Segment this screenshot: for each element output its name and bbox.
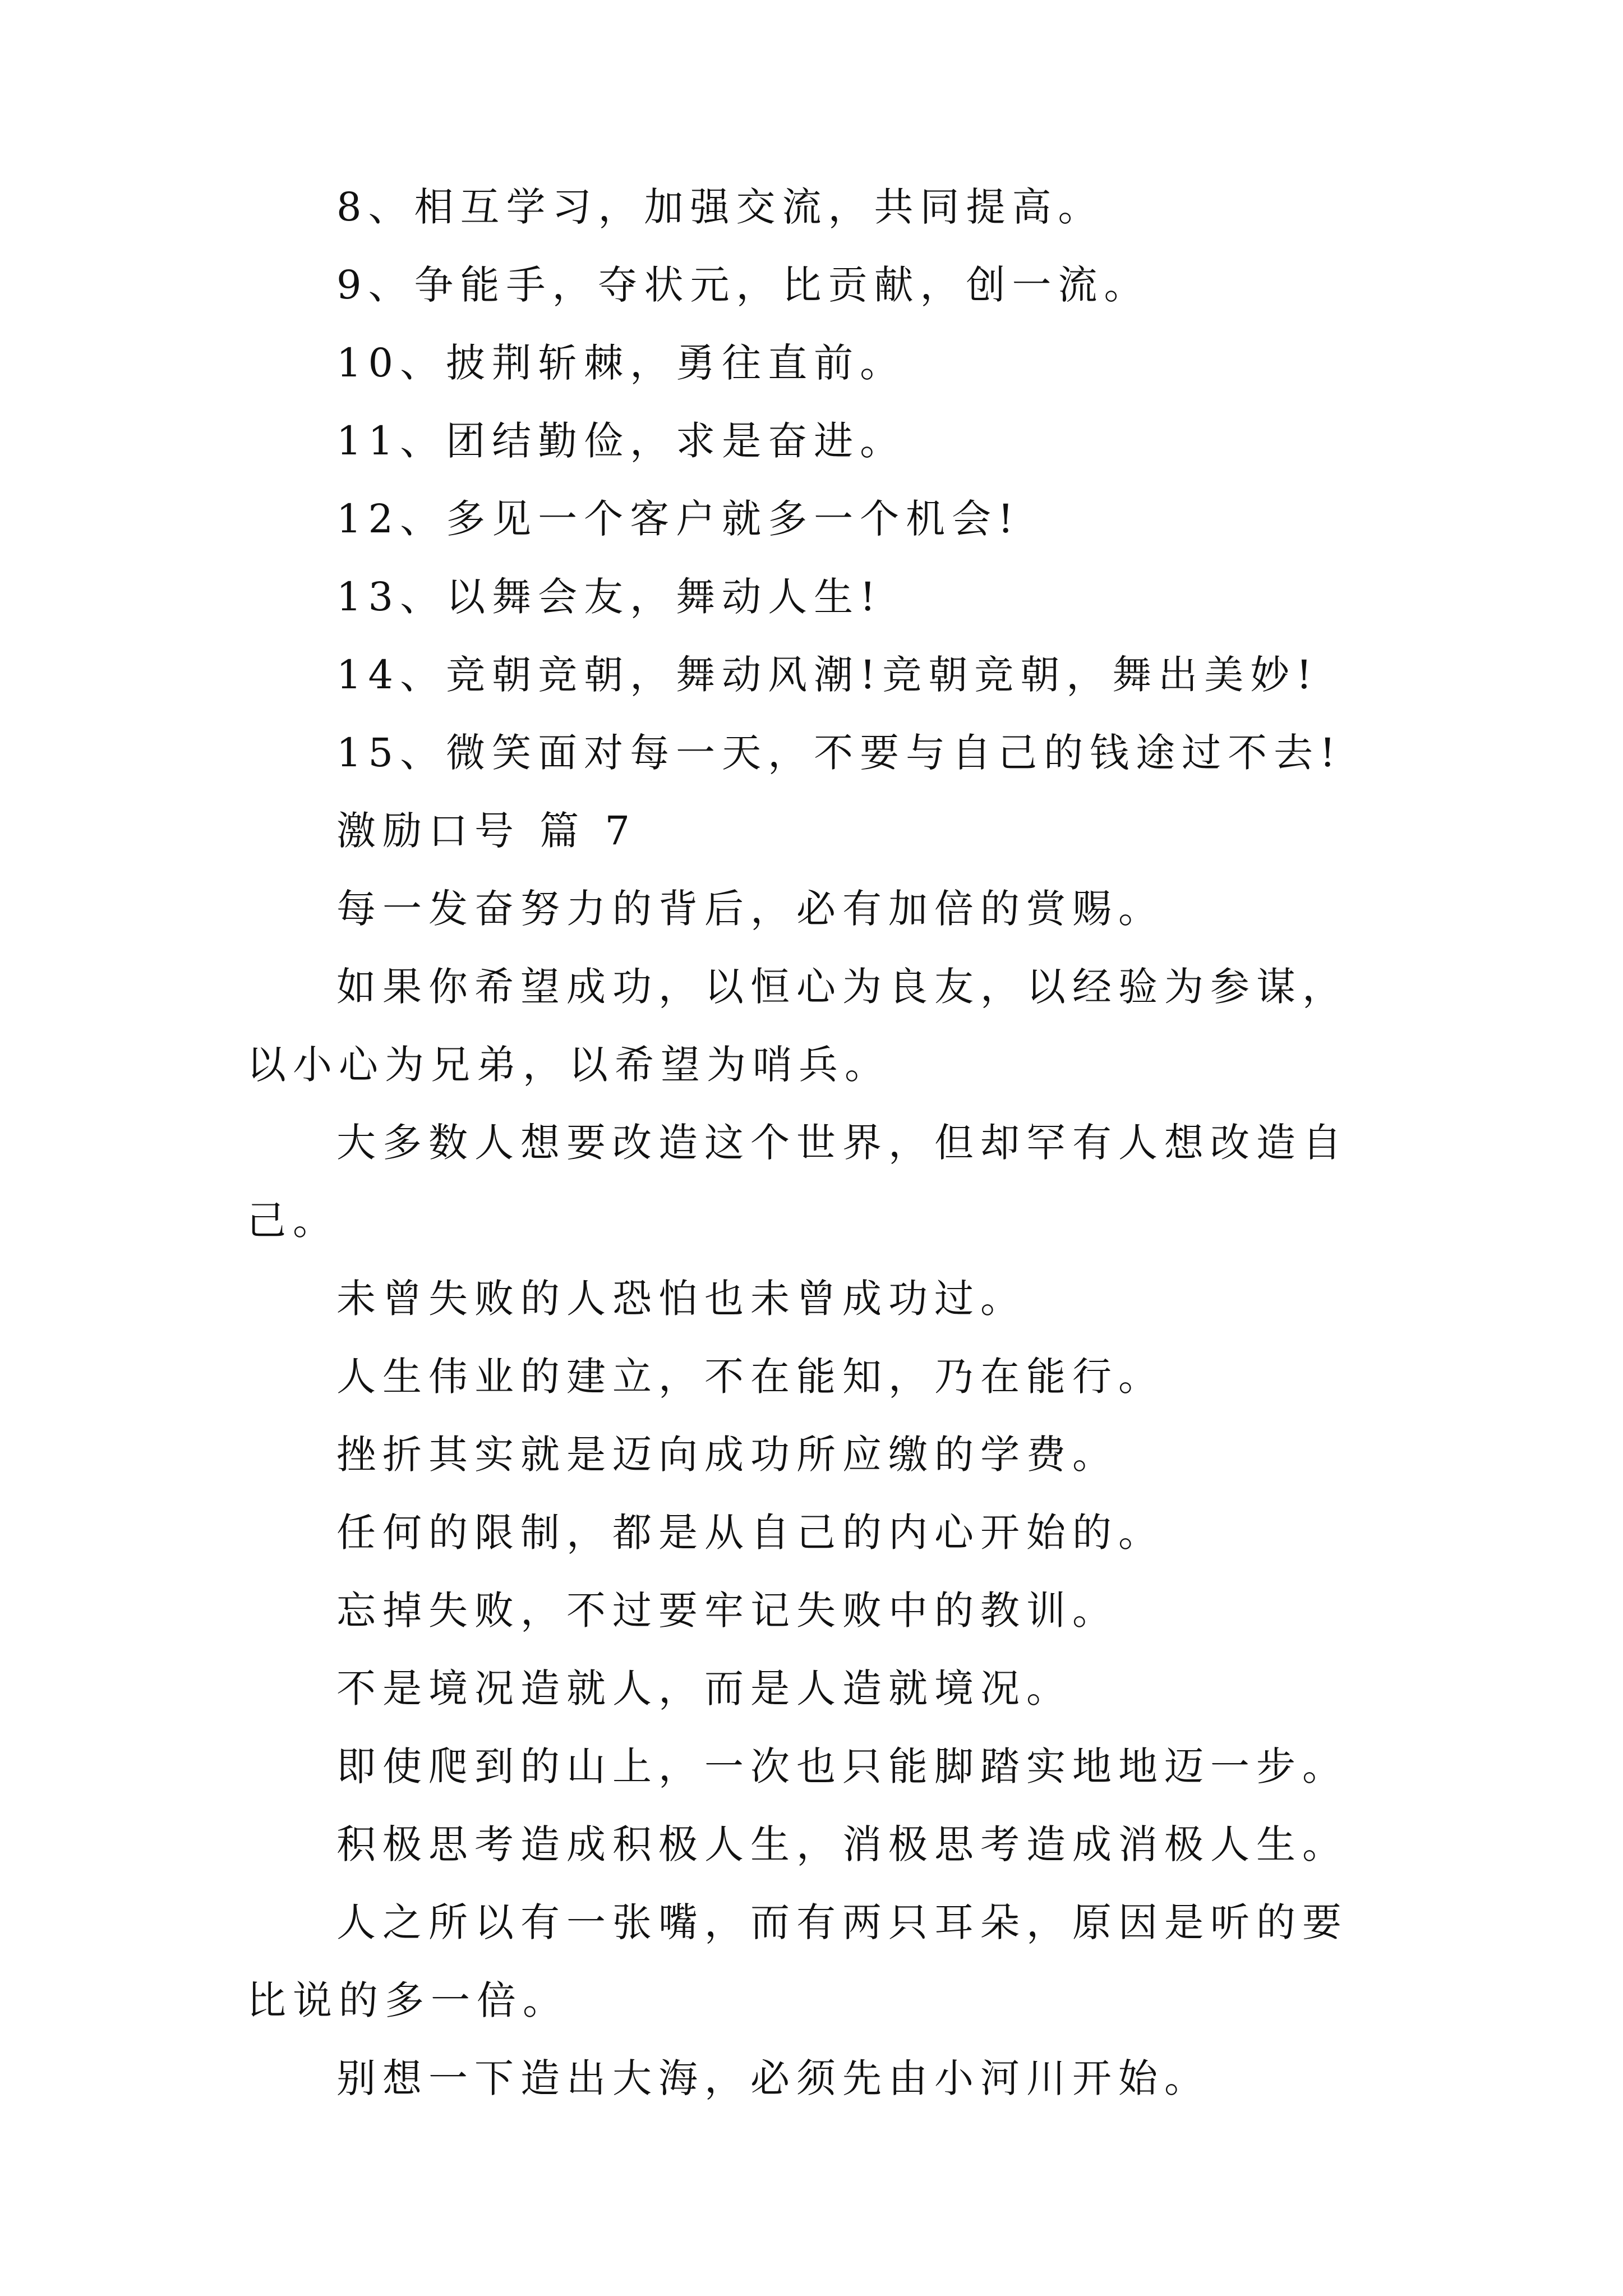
numbered-item: 15、微笑面对每一天，不要与自己的钱途过不去! — [336, 730, 1343, 776]
numbered-item: 14、竞朝竞朝，舞动风潮!竞朝竞朝，舞出美妙! — [336, 652, 1319, 698]
paragraph: 忘掉失败，不过要牢记失败中的教训。 — [336, 1588, 1118, 1634]
numbered-item: 8、相互学习，加强交流，共同提高。 — [336, 184, 1104, 230]
paragraph: 即使爬到的山上，一次也只能脚踏实地地迈一步。 — [336, 1743, 1348, 1789]
paragraph: 挫折其实就是迈向成功所应缴的学费。 — [336, 1432, 1118, 1478]
numbered-item: 10、披荆斩棘，勇往直前。 — [336, 340, 906, 386]
paragraph: 大多数人想要改造这个世界，但却罕有人想改造自己。 — [247, 1120, 1348, 1244]
numbered-item: 11、团结勤俭，求是奋进。 — [336, 418, 906, 464]
paragraph: 任何的限制，都是从自己的内心开始的。 — [336, 1510, 1164, 1556]
section-heading: 激励口号 篇 7 — [336, 808, 637, 854]
numbered-item: 12、多见一个客户就多一个机会! — [336, 496, 1021, 542]
numbered-item: 13、以舞会友，舞动人生! — [336, 574, 883, 620]
paragraph: 未曾失败的人恐怕也未曾成功过。 — [336, 1276, 1026, 1322]
numbered-item: 9、争能手，夺状元，比贡献，创一流。 — [336, 262, 1150, 308]
paragraph: 人生伟业的建立，不在能知，乃在能行。 — [336, 1354, 1164, 1400]
paragraph: 别想一下造出大海，必须先由小河川开始。 — [336, 2055, 1210, 2101]
paragraph: 人之所以有一张嘴，而有两只耳朵，原因是听的要比说的多一倍。 — [247, 1899, 1348, 2023]
paragraph: 不是境况造就人，而是人造就境况。 — [336, 1665, 1072, 1711]
paragraph: 每一发奋努力的背后，必有加倍的赏赐。 — [336, 886, 1164, 932]
paragraph: 积极思考造成积极人生，消极思考造成消极人生。 — [336, 1821, 1348, 1867]
document-body — [247, 168, 1391, 2118]
paragraph: 如果你希望成功，以恒心为良友，以经验为参谋，以小心为兄弟，以希望为哨兵。 — [247, 964, 1348, 1088]
